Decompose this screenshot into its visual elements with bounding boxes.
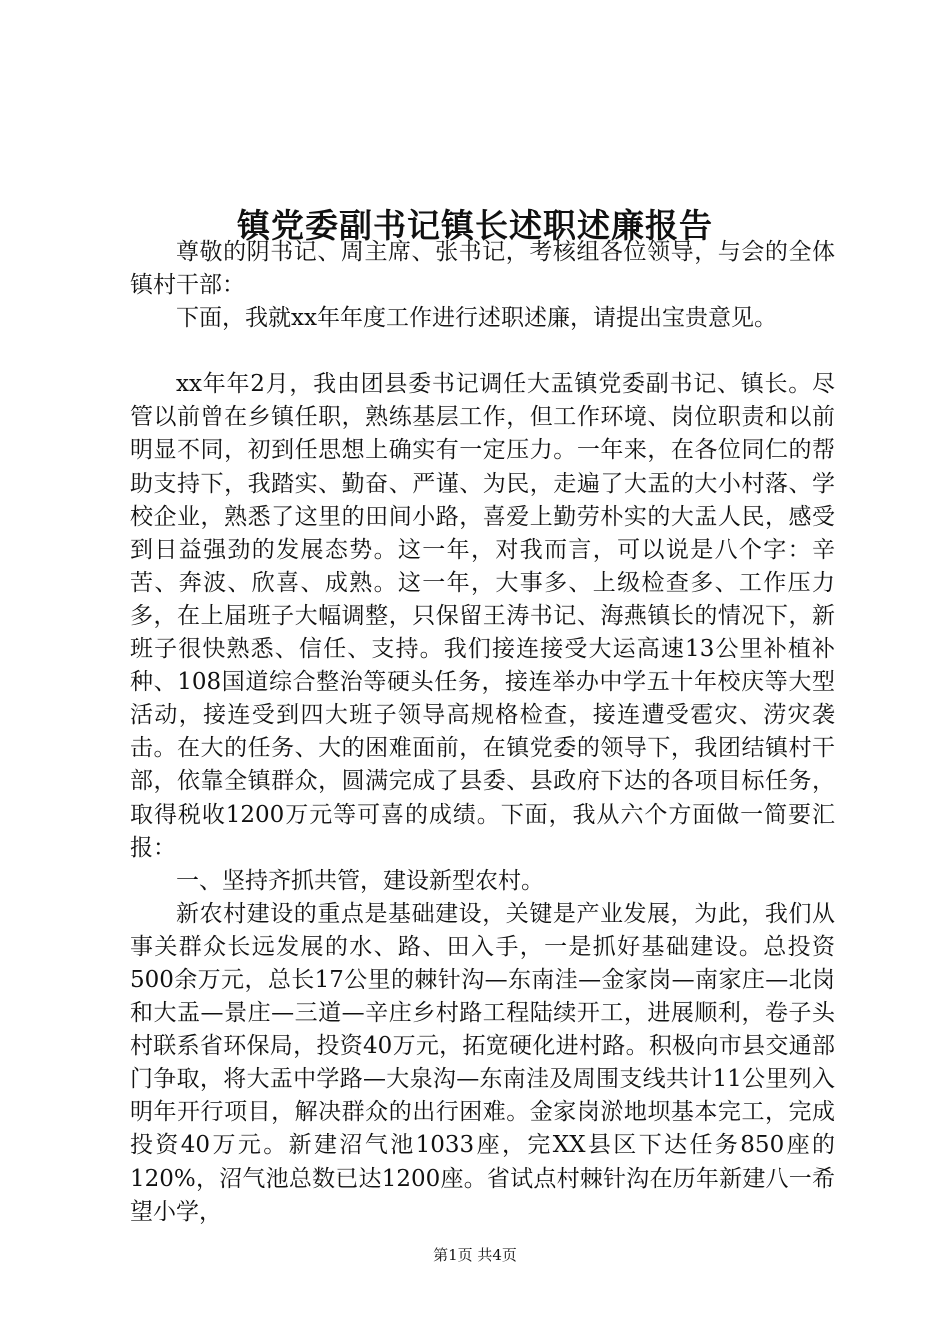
overview-paragraph: xx年年2月，我由团县委书记调任大盂镇党委副书记、镇长。尽管以前曾在乡镇任职，熟练基层工作，但工作环境、岗位职责和以前明显不同，初到任思想上确实有一定压力。一年来，在各位同仁的帮助支持下，我踏实、勤奋、严谨、为民，走遍了大盂的大小村落、学校企业，熟悉了这里的田间小路，喜爱上勤劳朴实的大盂人民，感受到日益强劲的发展态势。这一年，对我而言，可以说是八个字：辛苦、奔波、欣喜、成熟。这一年，大事多、上级检查多、工作压力多，在上届班子大幅调整，只保留王涛书记、海燕镇长的情况下，新班子很快熟悉、信任、支持。我们接连接受大运高速13公里补植补种、108国道综合整治等硬头任务，接连举办中学五十年校庆等大型活动，接连受到四大班子领导高规格检查，接连遭受雹灾、涝灾袭击。在大的任务、大的困难面前，在镇党委的领导下，我团结镇村干部，依靠全镇群众，圆满完成了县委、县政府下达的各项目标任务，取得税收1200万元等可喜的成绩。下面，我从六个方面做一简要汇报：	[130, 371, 835, 861]
salutation-paragraph: 尊敬的阴书记、周主席、张书记，考核组各位领导，与会的全体镇村干部：	[130, 239, 835, 299]
intro-paragraph: 下面，我就xx年年度工作进行述职述廉，请提出宝贵意见。	[176, 305, 777, 332]
section-heading-1: 一、坚持齐抓共管，建设新型农村。	[176, 867, 544, 894]
document-body	[130, 236, 835, 1229]
paragraph-spacer	[130, 335, 835, 368]
section-1-paragraph: 新农村建设的重点是基础建设，关键是产业发展，为此，我们从事关群众长远发展的水、路、田入手，一是抓好基础建设。总投资500余万元，总长17公里的棘针沟—东南洼—金家岗—南家庄—北岗和大盂—景庄—三道—辛庄乡村路工程陆续开工，进展顺利，卷子头村联系省环保局，投资40万元，拓宽硬化进村路。积极向市县交通部门争取，将大盂中学路—大泉沟—东南洼及周围支线共计11公里列入明年开行项目，解决群众的出行困难。金家岗淤地坝基本完工，完成投资40万元。新建沼气池1033座，完XX县区下达任务850座的120%，沼气池总数已达1200座。省试点村棘针沟在历年新建八一希望小学，	[130, 900, 835, 1225]
document-title: 镇党委副书记镇长述职述廉报告	[237, 206, 713, 246]
page-number-footer: 第1页 共4页	[433, 1246, 517, 1264]
